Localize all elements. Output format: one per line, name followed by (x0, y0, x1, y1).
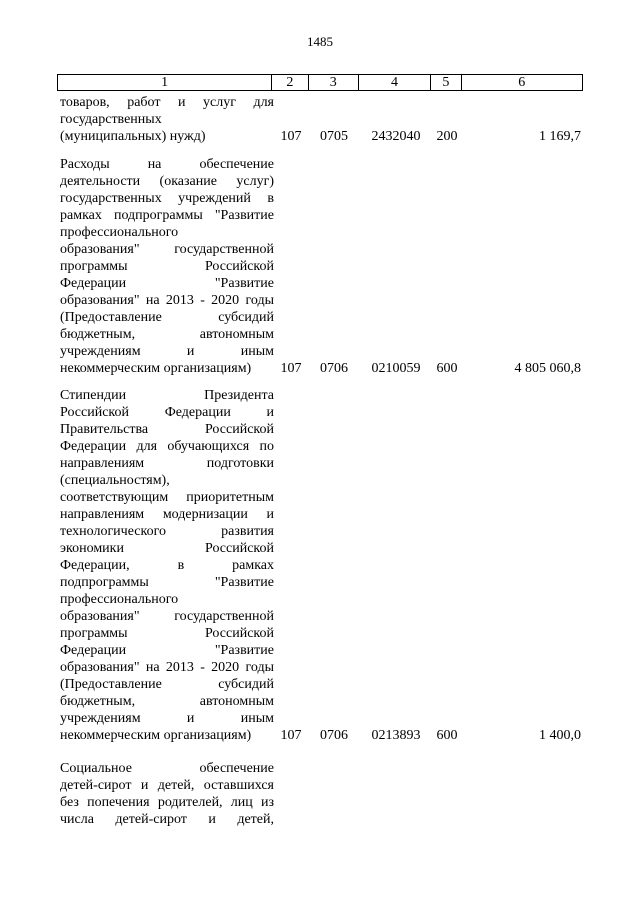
section-code: 107 (280, 361, 302, 376)
header-col-1: 1 (58, 75, 272, 90)
desc-line: подпрограммы "Развитие (60, 575, 274, 590)
target-code: 2432040 (371, 129, 421, 144)
desc-line: государственных учреждений в (60, 191, 274, 206)
desc-line: Правительства Российской (60, 422, 274, 437)
table-header (57, 74, 583, 91)
desc-line: товаров, работ и услуг для (60, 95, 274, 110)
amount: 1 169,7 (539, 129, 581, 144)
desc-line: некоммерческим организациям) (60, 361, 252, 376)
desc-line: программы Российской (60, 626, 274, 641)
expense-type-code: 600 (436, 728, 458, 743)
expense-type-code: 200 (436, 129, 458, 144)
desc-line: детей-сирот и детей, оставшихся (60, 778, 274, 793)
desc-line: направлениям модернизации и (60, 507, 274, 522)
desc-line: числа детей-сирот и детей, (60, 812, 274, 827)
desc-line: технологического развития (60, 524, 274, 539)
desc-line: учреждениям и иным (60, 711, 274, 726)
row-description (60, 94, 274, 145)
desc-line: (муниципальных) нужд) (60, 129, 206, 144)
subsection-code: 0706 (320, 728, 348, 743)
desc-line: Российской Федерации и (60, 405, 274, 420)
desc-line: (Предоставление субсидий (60, 677, 274, 692)
desc-line: государственных (60, 112, 162, 127)
desc-line: Стипендии Президента (60, 388, 274, 403)
desc-line: программы Российской (60, 259, 274, 274)
desc-line: без попечения родителей, лиц из (60, 795, 274, 810)
target-code: 0210059 (371, 361, 421, 376)
desc-line: деятельности (оказание услуг) (60, 174, 274, 189)
section-code: 107 (280, 129, 302, 144)
expense-type-code: 600 (436, 361, 458, 376)
header-col-5: 5 (431, 75, 462, 90)
desc-line: бюджетным, автономным (60, 694, 274, 709)
desc-line: Федерации для обучающихся по (60, 439, 274, 454)
subsection-code: 0705 (320, 129, 348, 144)
page-number: 1485 (307, 34, 333, 49)
header-col-3: 3 (309, 75, 359, 90)
desc-line: рамках подпрограммы "Развитие (60, 208, 274, 223)
desc-line: Федерации, в рамках (60, 558, 274, 573)
row-description (60, 156, 274, 377)
header-col-4: 4 (359, 75, 431, 90)
target-code: 0213893 (371, 728, 421, 743)
desc-line: профессионального (60, 225, 179, 240)
desc-line: Федерации "Развитие (60, 276, 274, 291)
row-description (60, 760, 274, 828)
header-col-6: 6 (518, 75, 526, 90)
desc-line: Расходы на обеспечение (60, 157, 274, 172)
desc-line: бюджетным, автономным (60, 327, 274, 342)
desc-line: профессионального (60, 592, 179, 607)
desc-line: образования" государственной (60, 609, 274, 624)
section-code: 107 (280, 728, 302, 743)
row-description (60, 387, 274, 744)
header-col-2: 2 (272, 75, 309, 90)
desc-line: учреждениям и иным (60, 344, 274, 359)
desc-line: Федерации "Развитие (60, 643, 274, 658)
amount: 4 805 060,8 (514, 361, 581, 376)
subsection-code: 0706 (320, 361, 348, 376)
desc-line: экономики Российской (60, 541, 274, 556)
amount: 1 400,0 (539, 728, 581, 743)
desc-line: соответствующим приоритетным (60, 490, 274, 505)
desc-line: некоммерческим организациям) (60, 728, 252, 743)
desc-line: направлениям подготовки (60, 456, 274, 471)
desc-line: (специальностям), (60, 473, 170, 488)
desc-line: образования" на 2013 - 2020 годы (60, 660, 274, 675)
desc-line: образования" на 2013 - 2020 годы (60, 293, 274, 308)
desc-line: Социальное обеспечение (60, 761, 274, 776)
desc-line: образования" государственной (60, 242, 274, 257)
desc-line: (Предоставление субсидий (60, 310, 274, 325)
